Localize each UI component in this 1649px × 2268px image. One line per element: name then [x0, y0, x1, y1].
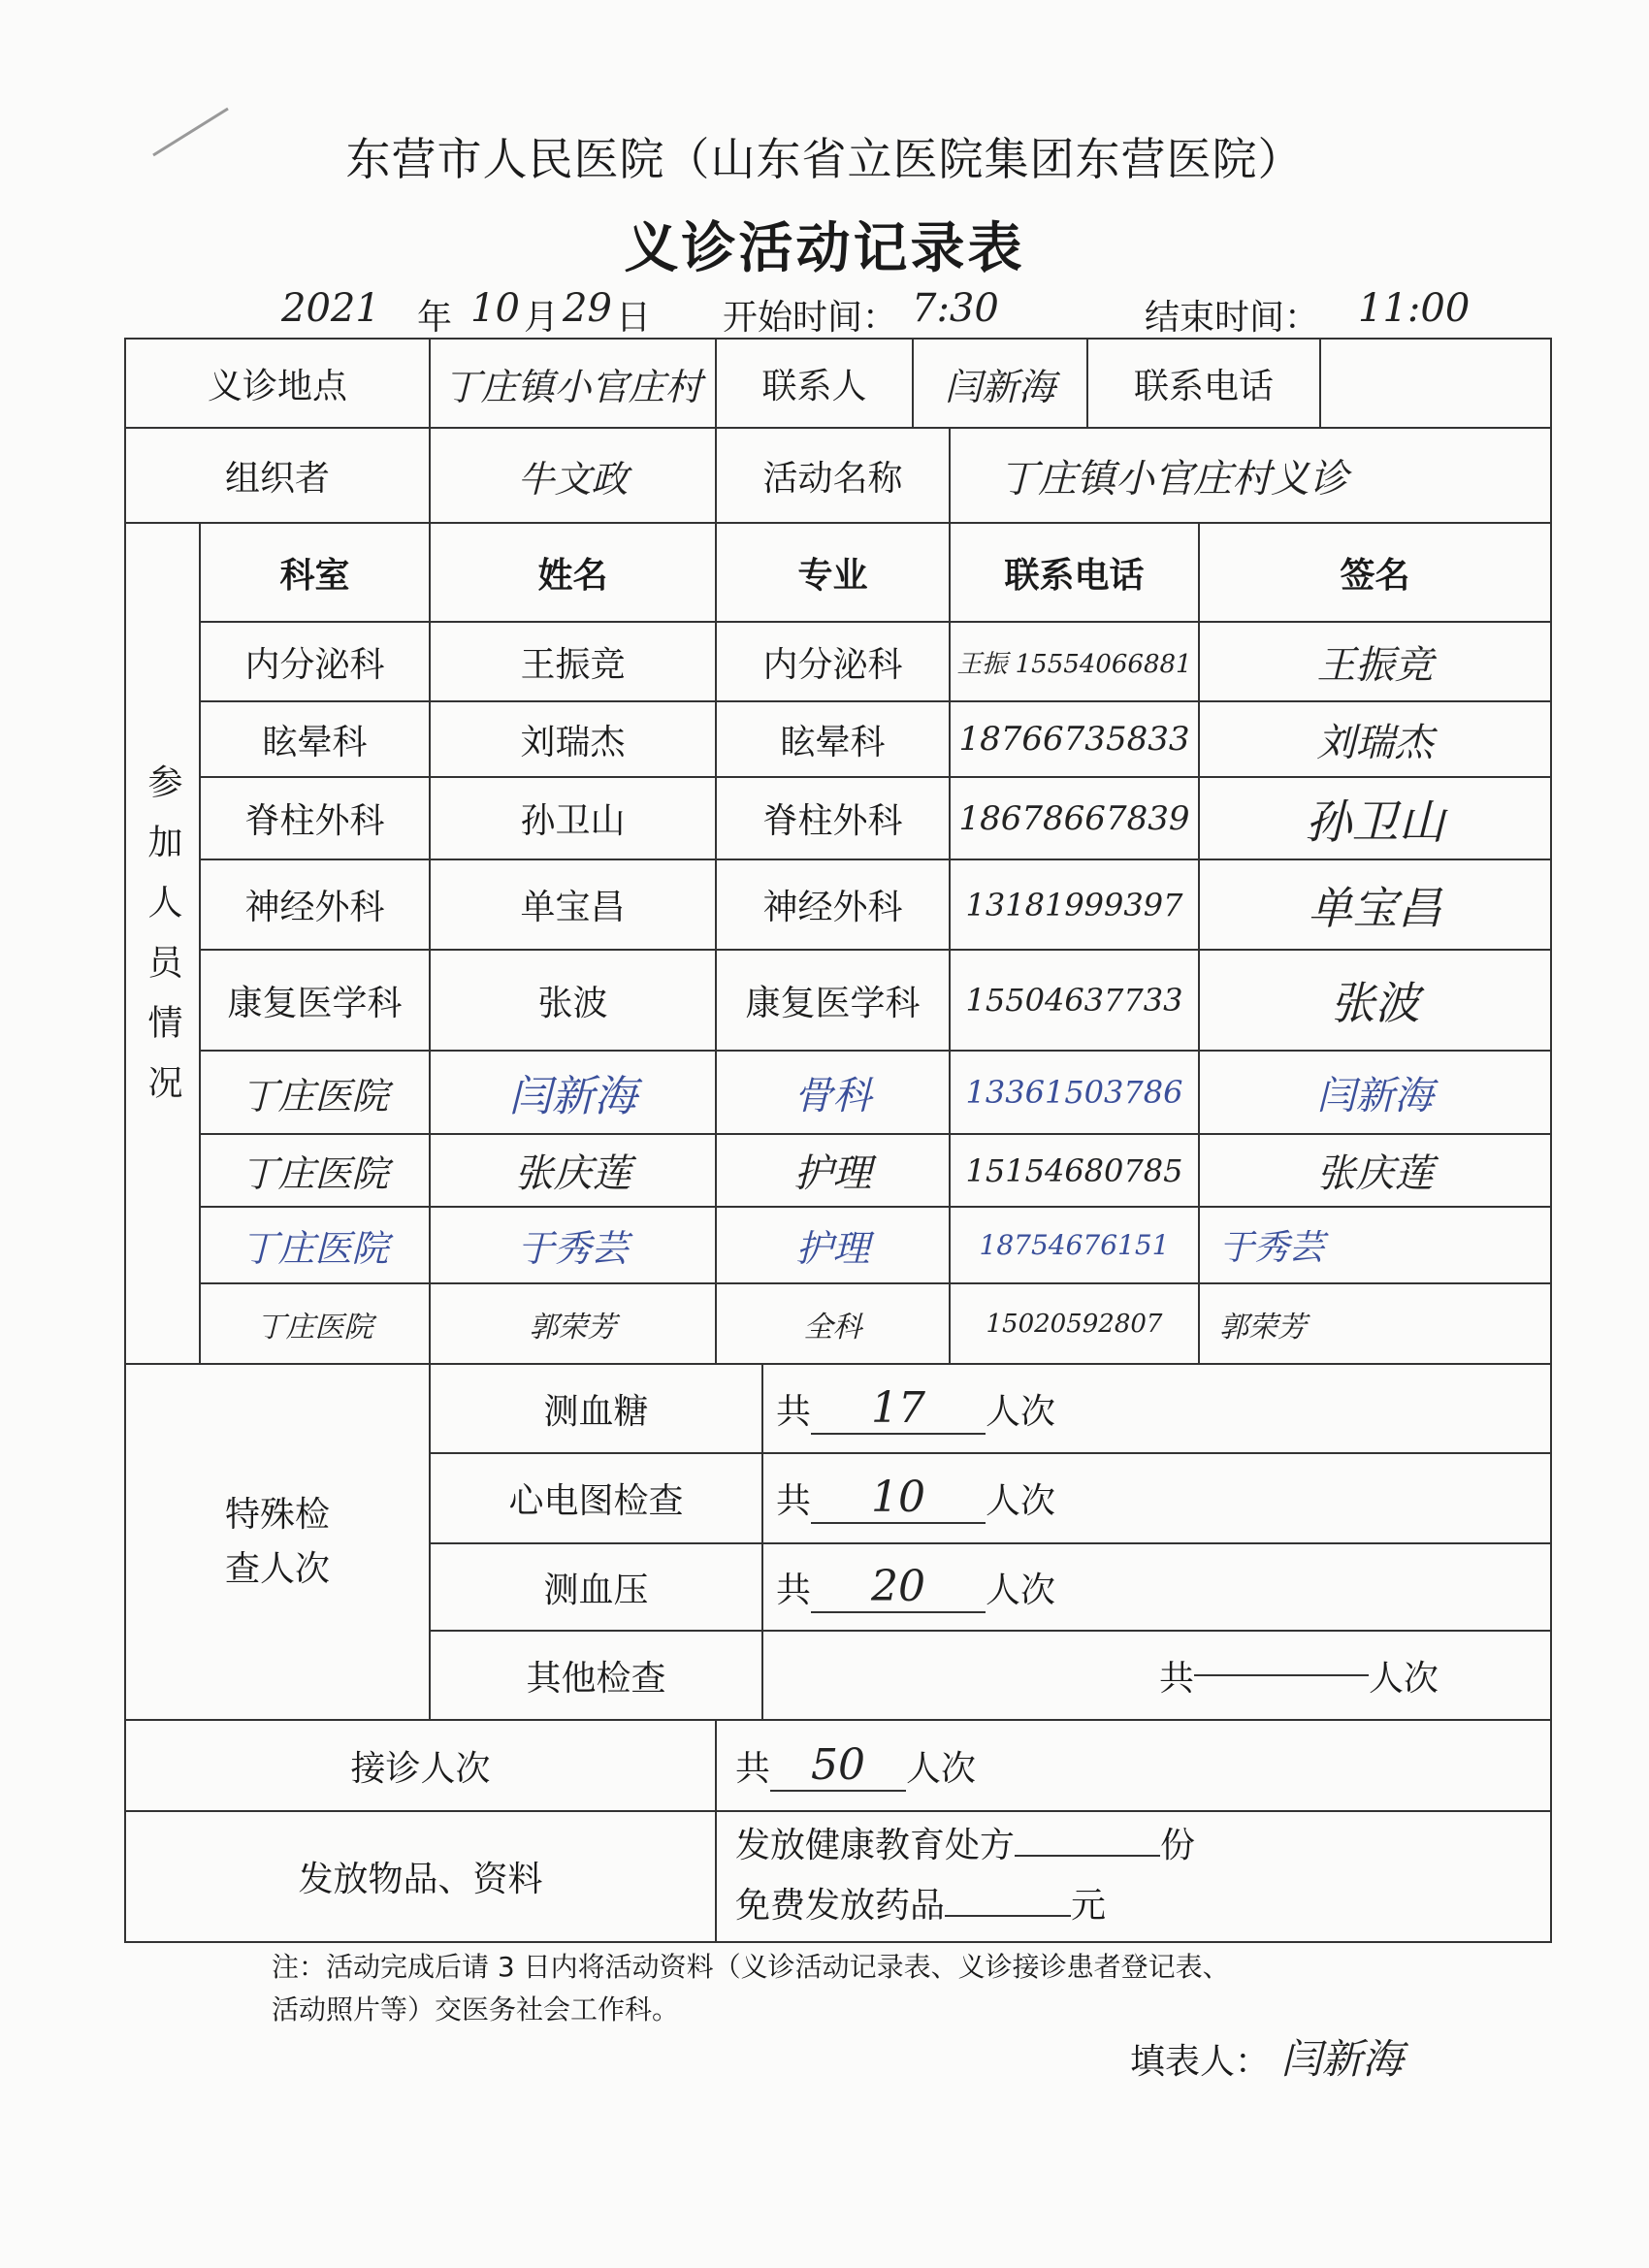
table-row-name: 单宝昌 — [520, 888, 626, 927]
header-sign: 签名 — [1340, 555, 1410, 596]
footer-note — [272, 1946, 1533, 2031]
check-ecg-value: 10 — [811, 1473, 986, 1524]
materials-lines — [735, 1812, 1540, 1945]
free-medicine-amount — [945, 1915, 1071, 1917]
table-row-name: 张波 — [537, 983, 608, 1023]
check-blood-pressure-value: 20 — [811, 1562, 986, 1613]
visits-value: 50 — [770, 1740, 906, 1792]
table-row-major: 全科 — [803, 1310, 862, 1345]
special-side-label-2: 查人次 — [224, 1548, 330, 1589]
date-day-label: 日 — [616, 298, 652, 338]
table-row-dept: 丁庄医院 — [241, 1152, 389, 1195]
phone-label: 联系电话 — [1133, 366, 1274, 406]
form-title: 义诊活动记录表 — [624, 217, 1025, 280]
header-phone: 联系电话 — [1004, 555, 1145, 596]
end-time: 11:00 — [1358, 286, 1471, 331]
location-label: 义诊地点 — [207, 366, 347, 406]
hospital-title: 东营市人民医院（山东省立医院集团东营医院） — [345, 133, 1304, 185]
table-row-sign: 闫新海 — [1316, 1073, 1434, 1118]
start-time: 7:30 — [912, 286, 999, 331]
materials-line-2: 免费发放药品 元 — [735, 1886, 1107, 1926]
participants-side-label: 参加人员情况 — [143, 762, 182, 1124]
table-row-phone: 15504637733 — [965, 982, 1183, 1019]
check-blood-sugar-count: 共 17 人次 — [776, 1382, 1056, 1433]
table-row-dept: 丁庄医院 — [241, 1227, 389, 1270]
table-row-dept: 康复医学科 — [227, 983, 403, 1023]
table-row-phone: 18754676151 — [979, 1229, 1170, 1261]
table-row-name: 闫新海 — [508, 1072, 637, 1121]
table-row-major: 护理 — [793, 1151, 872, 1196]
table-row-major: 内分泌科 — [762, 644, 903, 685]
table-row-name: 郭荣芳 — [529, 1310, 617, 1345]
header-name: 姓名 — [537, 555, 608, 596]
date-day: 29 — [563, 286, 612, 331]
check-blood-pressure-count: 共 20 人次 — [776, 1561, 1056, 1611]
activity-label: 活动名称 — [762, 458, 903, 499]
check-ecg-label: 心电图检查 — [508, 1481, 684, 1521]
check-blood-sugar-value: 17 — [811, 1383, 986, 1435]
check-other-label: 其他检查 — [526, 1658, 666, 1699]
special-side-label-1: 特殊检 — [224, 1494, 330, 1535]
check-ecg-count: 共 10 人次 — [776, 1473, 1056, 1522]
activity-value: 丁庄镇小官庄村义诊 — [999, 456, 1348, 502]
table-row-sign: 王振竞 — [1316, 642, 1434, 688]
table-row-sign: 张波 — [1330, 977, 1420, 1029]
contact-value: 闫新海 — [944, 365, 1055, 408]
table-row-phone: 13361503786 — [965, 1074, 1183, 1111]
check-other-value — [1194, 1674, 1369, 1676]
header-major: 专业 — [797, 555, 868, 596]
date-year-label: 年 — [417, 298, 453, 338]
table-row-dept: 神经外科 — [244, 888, 385, 927]
table-row-dept: 脊柱外科 — [244, 801, 385, 841]
contact-label: 联系人 — [761, 366, 867, 406]
table-row-name: 张庆莲 — [514, 1151, 631, 1196]
table-row-sign: 刘瑞杰 — [1316, 720, 1434, 765]
table-row-phone: 王振 15554066881 — [956, 649, 1192, 679]
table-row-major: 眩晕科 — [780, 722, 886, 762]
table-row-phone: 18678667839 — [958, 798, 1190, 838]
table-row-phone: 15020592807 — [986, 1309, 1163, 1339]
table-row-dept: 眩晕科 — [262, 722, 368, 762]
table-row-phone: 15154680785 — [965, 1151, 1183, 1189]
footer-note-line-1: 注：活动完成后请 3 日内将活动资料（义诊活动记录表、义诊接诊患者登记表、 — [272, 1951, 1230, 1983]
organizer-label: 组织者 — [224, 458, 330, 499]
table-row-phone: 13181999397 — [965, 886, 1183, 923]
start-time-label: 开始时间： — [723, 298, 898, 338]
table-row-major: 康复医学科 — [745, 983, 921, 1023]
check-blood-sugar-label: 测血糖 — [543, 1391, 649, 1432]
check-blood-pressure-label: 测血压 — [543, 1570, 649, 1610]
table-row-name: 刘瑞杰 — [520, 722, 626, 762]
table-row-name: 孙卫山 — [520, 801, 626, 841]
special-side-label — [126, 1365, 429, 1719]
materials-line-1: 发放健康教育处方 份 — [735, 1826, 1196, 1865]
date-line — [281, 286, 1494, 344]
table-row-name: 于秀芸 — [517, 1227, 629, 1270]
table-row-dept: 丁庄医院 — [256, 1310, 373, 1345]
footer-note-line-2: 活动照片等）交医务社会工作科。 — [272, 1993, 680, 2025]
table-row-sign: 单宝昌 — [1308, 881, 1442, 934]
phone-value — [1321, 340, 1550, 427]
location-value: 丁庄镇小官庄村 — [443, 365, 702, 408]
table-row-major: 神经外科 — [762, 888, 903, 927]
education-prescription-count — [1015, 1855, 1160, 1857]
table-row-dept: 内分泌科 — [244, 644, 385, 685]
filler-label: 填表人： — [1130, 2042, 1271, 2082]
table-row-phone: 18766735833 — [958, 720, 1190, 759]
date-month: 10 — [470, 286, 520, 331]
date-month-label: 月 — [524, 298, 560, 338]
check-other-count: 共 人次 — [1159, 1658, 1439, 1699]
end-time-label: 结束时间： — [1145, 298, 1320, 338]
table-row-sign: 孙卫山 — [1305, 795, 1445, 850]
visits-count: 共 50 人次 — [735, 1739, 977, 1790]
organizer-value: 牛文政 — [517, 457, 629, 501]
date-year: 2021 — [281, 286, 380, 331]
table-row-major: 骨科 — [793, 1073, 872, 1118]
table-row-name: 王振竞 — [520, 644, 626, 685]
table-row-dept: 丁庄医院 — [241, 1074, 389, 1118]
header-dept: 科室 — [279, 555, 350, 596]
table-row-sign: 张庆莲 — [1316, 1151, 1434, 1196]
table-row-major: 脊柱外科 — [762, 801, 903, 841]
table-row-sign: 郭荣芳 — [1219, 1310, 1307, 1345]
filler-value: 闫新海 — [1280, 2035, 1404, 2083]
table-row-sign: 于秀芸 — [1219, 1228, 1325, 1268]
materials-label: 发放物品、资料 — [298, 1860, 543, 1899]
filler — [1130, 2027, 1403, 2086]
table-row-major: 护理 — [795, 1227, 870, 1270]
visits-label: 接诊人次 — [350, 1748, 491, 1789]
